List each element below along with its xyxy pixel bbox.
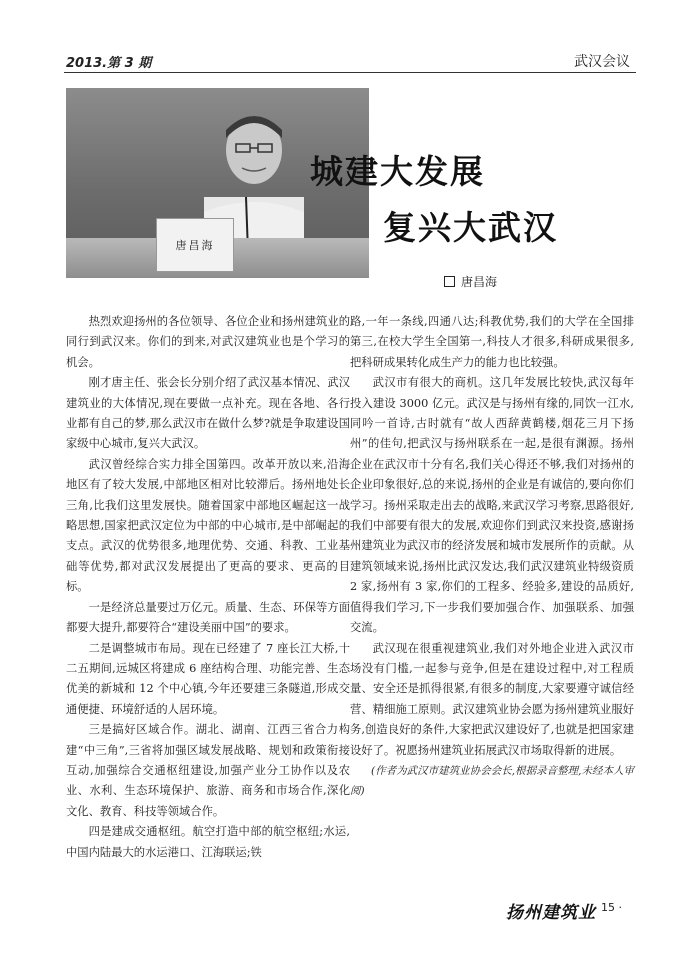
magazine-logo: 扬州建筑业: [506, 903, 596, 923]
headline-line-2: 复兴大武汉: [383, 208, 558, 247]
square-icon: [444, 276, 455, 287]
issue-label: 2013.第 3 期: [66, 56, 152, 71]
paragraph: 刚才唐主任、张会长分别介绍了武汉基本情况、武汉建筑业的大体情况,现在要做一点补充。现在各地、各行业都有自己的梦,那么武汉市在做什么梦?就是争取建设国家级中心城市,复兴大武汉。: [66, 376, 350, 451]
section-label: 武汉会议: [574, 54, 630, 70]
page-number: · 15 ·: [594, 901, 622, 914]
paragraph: 武汉现在很重视建筑业,我们对外地企业进入武汉市场没有门槛,一起参与竞争,但是在建设过程中,对工程质量、安全还是抓得很紧,有很多的制度,大家要遵守诚信经营、精细施工原则。武汉建筑业协会愿为扬州建筑业服好务,创造良好的条件,大家把武汉建设好了,也就是把国家建设好了。祝愿扬州建筑业拓展武汉市场取得新的进展。: [350, 641, 634, 757]
author-name: 唐昌海: [461, 275, 498, 289]
paragraph: 二是调整城市布局。现在已经建了 7 座长江大桥,十二五期间,远城区将建成 6 座结构合理、功能完善、生态优美的新城和 12 个中心镇,今年还要建三条隧道,形成交通便捷、环境舒适的人居环境。: [66, 641, 350, 716]
paragraph: 武汉曾经综合实力排全国第四。改革开放以来,沿海地区有了较大发展,中部地区相对比较滞后。扬州地处长三角,比我们这里发展快。随着国家中部地区崛起这一战略思想,国家把武汉定位为中部的中心城市,是中部崛起的支点。武汉的优势很多,地理优势、交通、科教、工业基础等优势,都对武汉发展提出了更高的要求、更高的目标。: [66, 457, 350, 594]
paragraph: 武汉市有很大的商机。这几年发展比较快,武汉每年投入建设 3000 亿元。武汉是与扬州有缘的,同饮一江水,同吟一首诗,古时就有“故人西辞黄鹤楼,烟花三月下扬州”的佳句,把武汉与扬州联系在一起,是很有渊源。扬州企业在武汉市十分有名,我们关心得还不够,我们对扬州的企业印象很好,总的来说,扬州的企业是有诚信的,要向你们学习。扬州采取走出去的战略,来武汉学习考察,思路很好,我们中部要有很大的发展,欢迎你们到武汉来投资,感谢扬州建筑业为武汉市的经济发展和城市发展所作的贡献。从建筑领域来说,扬州比武汉发达,我们武汉建筑业特级资质 2 家,扬州有 3 家,你们的工程多、经验多,建设的品质好,值得我们学习,下一步我们要加强合作、加强联系、加强交流。: [350, 376, 634, 635]
paragraph: 一是经济总量要过万亿元。质量、生态、环保等方面都要大提升,都要符合“建设美丽中国”的要求。: [66, 600, 350, 635]
headline-line-1: 城建大发展: [310, 152, 485, 191]
right-column: [350, 312, 634, 802]
left-column: [66, 312, 350, 863]
paragraph: 热烈欢迎扬州的各位领导、各位企业和扬州建筑业的同行到武汉来。你们的到来,对武汉建筑业也是个学习的机会。: [66, 315, 350, 369]
author-note: (作者为武汉市建筑业协会会长,根据录音整理,未经本人审阅): [350, 764, 634, 798]
nameplate: 唐昌海: [156, 218, 234, 272]
author-byline: [444, 273, 497, 290]
paragraph: 路,一年一条线,四通八达;科教优势,我们的大学在全国排第三,在校大学生全国第一,科技人才很多,科研成果很多,把科研成果转化成生产力的能力也比较强。: [350, 315, 634, 369]
header-rule: [64, 72, 636, 73]
paragraph: 三是搞好区域合作。湖北、湖南、江西三省合力构建“中三角”,三省将加强区域发展战略、规划和政策衔接互动,加强综合交通枢纽建设,加强产业分工协作以及农业、水利、生态环境保护、旅游、商务和市场合作,深化文化、教育、科技等领域合作。: [66, 723, 350, 818]
paragraph: 四是建成交通枢纽。航空打造中部的航空枢纽;水运,中国内陆最大的水运港口、江海联运;铁: [66, 825, 350, 859]
